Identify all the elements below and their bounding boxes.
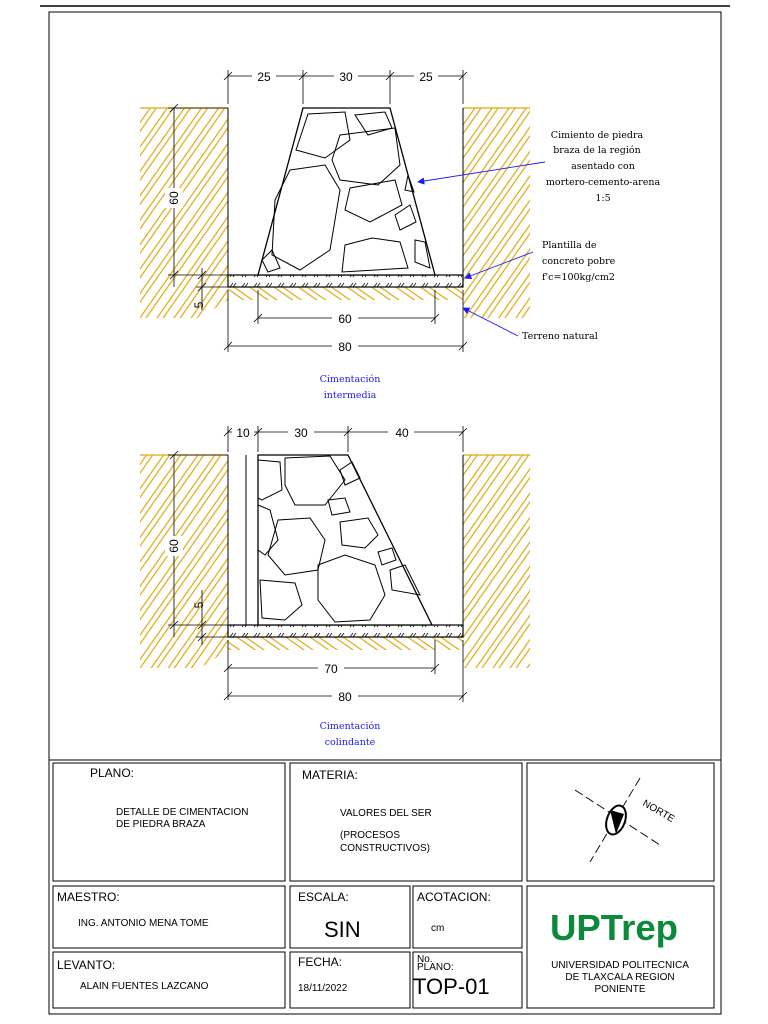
plano-label: PLANO: (90, 766, 135, 780)
dim-base-total-bottom: 80 (338, 690, 352, 704)
university-1: UNIVERSIDAD POLITECNICA (551, 960, 689, 971)
svg-text:Cimiento de piedra: Cimiento de piedra (550, 130, 644, 141)
svg-text:asentado con: asentado con (571, 161, 635, 172)
caption-intermedia-1: Cimentación (319, 374, 381, 385)
drawing-colindante (140, 425, 530, 748)
fecha-value: 18/11/2022 (298, 983, 348, 994)
dim-top-b: 30 (339, 70, 353, 84)
no-plano-label-2: PLANO: (417, 962, 454, 973)
plano-value-2: DE PIEDRA BRAZA (116, 819, 206, 830)
soil-right-top (463, 108, 530, 318)
note-terreno: Terreno natural (522, 331, 598, 342)
dim-plantilla-top: 5 (192, 301, 206, 309)
levanto-value: ALAIN FUENTES LAZCANO (80, 981, 209, 992)
maestro-label: MAESTRO: (57, 890, 120, 904)
materia-label: MATERIA: (302, 768, 358, 782)
dim-bottom-c: 40 (395, 426, 409, 440)
dim-top-a: 25 (257, 70, 271, 84)
dim-height-top: 60 (167, 191, 181, 205)
dim-base-inner-top: 60 (338, 312, 352, 326)
stone-footing-top (258, 108, 435, 275)
fecha-label: FECHA: (298, 955, 343, 969)
university-2: DE TLAXCALA REGION (565, 972, 675, 983)
levanto-label: LEVANTO: (57, 958, 116, 972)
caption-intermedia-2: intermedia (323, 390, 377, 401)
soil-right-bottom (463, 455, 530, 668)
note-plantilla (542, 240, 616, 283)
soil-under-top (228, 287, 463, 300)
no-plano-value: TOP-01 (413, 974, 490, 999)
svg-text:f'c=100kg/cm2: f'c=100kg/cm2 (542, 272, 615, 283)
soil-under-bottom (228, 637, 463, 650)
svg-text:mortero-cemento-arena: mortero-cemento-arena (545, 177, 661, 188)
plantilla-bottom (228, 625, 463, 637)
svg-text:concreto pobre: concreto pobre (542, 256, 616, 267)
uptrep-logo (550, 907, 678, 948)
svg-text:UPTrep: UPTrep (550, 907, 678, 948)
dim-plantilla-bottom: 5 (192, 601, 206, 609)
acotacion-value: cm (431, 923, 445, 934)
caption-colindante-2: colindante (324, 737, 376, 748)
dim-base-total-top: 80 (338, 340, 352, 354)
escala-label: ESCALA: (298, 890, 349, 904)
dim-bottom-b: 30 (294, 426, 308, 440)
drawing-intermedia (140, 69, 660, 401)
svg-text:1:5: 1:5 (595, 193, 611, 204)
materia-value-3: CONSTRUCTIVOS) (340, 843, 430, 854)
soil-left-bottom (140, 455, 228, 668)
note-cimiento (546, 130, 661, 204)
caption-colindante-1: Cimentación (319, 721, 381, 732)
dim-top-c: 25 (419, 70, 433, 84)
north-label: NORTE (640, 798, 677, 826)
materia-value-1: VALORES DEL SER (340, 808, 432, 819)
dim-bottom-a: 10 (236, 426, 250, 440)
dim-height-bottom: 60 (167, 539, 181, 553)
svg-text:Plantilla de: Plantilla de (542, 240, 597, 251)
materia-value-2: (PROCESOS (340, 830, 401, 841)
acotacion-label: ACOTACION: (417, 890, 491, 904)
plano-value-1: DETALLE DE CIMENTACION (116, 807, 249, 818)
escala-value: SIN (324, 917, 361, 942)
north-arrow-icon (575, 778, 676, 862)
university-3: PONIENTE (594, 984, 646, 995)
maestro-value: ING. ANTONIO MENA TOME (78, 918, 209, 929)
no-plano-label-1: No. (417, 954, 433, 965)
soil-left-top (140, 108, 228, 318)
dim-base-inner-bottom: 70 (324, 662, 338, 676)
plantilla-top (228, 275, 463, 287)
svg-text:braza de la región: braza de la región (553, 145, 641, 156)
